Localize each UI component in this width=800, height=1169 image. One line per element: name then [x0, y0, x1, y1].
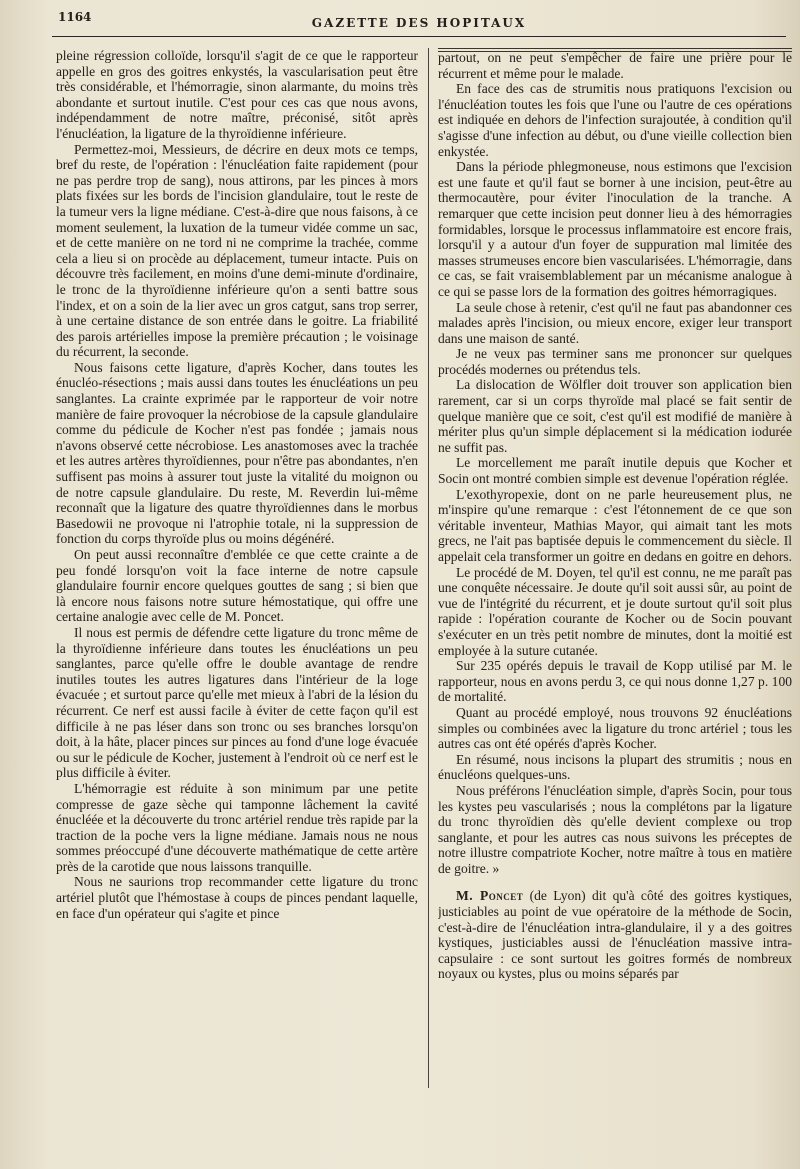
- paragraph: partout, on ne peut s'empêcher de faire une prière pour le récurrent et même pour le malade.: [438, 50, 792, 81]
- paragraph-text: (de Lyon) dit qu'à côté des goitres kystiques, justiciables au point de vue opératoire de la méthode de Socin, c'est-à-dire de l'énucléation intra-glandulaire, il y a des goitres kystiques, justiciables aussi de l'énucléation massive intra-capsulaire : ce sont surtout les goitres formés de nombreux noyaux ou kystes, plus ou moins séparés par: [438, 888, 792, 982]
- header-rule: [52, 36, 786, 37]
- page-header: [52, 6, 786, 36]
- speaker-name: M. Poncet: [456, 888, 524, 904]
- paragraph: Le morcellement me paraît inutile depuis que Kocher et Socin ont montré combien simple est devenue l'opération réglée.: [438, 455, 792, 487]
- paragraph: En face des cas de strumitis nous pratiquons l'excision ou l'énucléation toutes les fois que l'une ou l'autre de ces opérations est indiquée en dehors de l'infection surajoutée, à condition qu'il s'agisse d'une infection au début, ou d'une vieille collection bien enkystée.: [438, 81, 792, 159]
- paragraph: Le procédé de M. Doyen, tel qu'il est connu, ne me paraît pas une conquête nécessaire. Je doute qu'il soit aussi sûr, au point de vue de l'intégrité du récurrent, et je doute surtout qu'il soit plus rapide : l'opération courante de Kocher ou de Socin pouvant s'exécuter en un très petit nombre de minutes, dont la moitié est employée à la suture cutanée.: [438, 564, 792, 658]
- paragraph: En résumé, nous incisons la plupart des strumitis ; nous en énucléons quelques-uns.: [438, 751, 792, 783]
- paragraph: Je ne veux pas terminer sans me prononcer sur quelques procédés modernes ou prétendus tels.: [438, 346, 792, 377]
- paragraph: La dislocation de Wölfler doit trouver son application bien rarement, car si un corps thyroïde mal placé se fait sentir de quelque manière que ce soit, c'est qu'il est modifié de manière à mériter plus qu'un simple déplacement si la médication iodurée ne suffit pas.: [438, 377, 792, 455]
- paragraph: Il nous est permis de défendre cette ligature du tronc même de la thyroïdienne inférieure dans toutes les énucléations un peu sanglantes, parce qu'elle offre le double avantage de rendre inutiles toutes les autres ligatures dans l'intérieur de la loge évacuée ; et surtout parce qu'elle met mieux à l'abri de la lésion du récurrent. Ce nerf est aussi facile à éviter de cette façon qu'il est difficile à ne pas léser dans son tronc ou ses branches lorsqu'on doit, à la hâte, placer pinces sur pinces au fond d'une loge évacuée ou sur le pédicule de Kocher, justement à l'endroit où ce nerf est le plus difficile à éviter.: [56, 624, 418, 781]
- paragraph: pleine régression colloïde, lorsqu'il s'agit de ce que le rapporteur appelle en gros des goitres enkystés, la vascularisation peut être très considérable, et l'hémorragie, sinon alarmante, du moins très abondante et surtout inutile. C'est pour ces cas que nous avons, indépendamment de notre maître, préconisé, sitôt après l'énucléation, la ligature de la thyroïdienne inférieure.: [56, 48, 418, 141]
- paragraph: Dans la période phlegmoneuse, nous estimons que l'excision est une faute et qu'il faut se borner à une incision, peut-être au thermocautère, pour éviter l'inoculation de la tranche. A remarquer que cette incision peut donner lieu à des hémorragies formidables, lorsque le processus inflammatoire est encore frais, lorsqu'il y a autour d'un foyer de suppuration mal limitée des masses strumeuses encore bien vascularisées. L'hémorragie, dans ce cas, se fait vraisemblablement par un mécanisme analogue à ce qui se passe lors de la formation des goitres hémorragiques.: [438, 159, 792, 299]
- paragraph: L'exothyropexie, dont on ne parle heureusement plus, ne m'inspire qu'une remarque : c'est l'étonnement de ce que son véritable inventeur, Mathias Mayor, qui aimait tant les mots grecs, ne l'ait pas baptisée depuis le commencement du siècle. Il appelait cela transformer un goitre en dedans en goitre en dehors.: [438, 486, 792, 564]
- paragraph: Permettez-moi, Messieurs, de décrire en deux mots ce temps, bref du reste, de l'opération : l'énucléation faite rapidement (pour ne pas perdre trop de sang), nous attirons, par les pinces à mors plats fixées sur les bords de l'incision glandulaire, tout le reste de la tumeur vers la ligne médiane. C'est-à-dire que nous faisons, à ce moment seulement, la luxation de la tumeur vidée comme un sac, et de cette manière on ne tord ni ne comprime la trachée, comme cela a lieu si on procède au déplacement, tumeur intacte. Puis on découvre très facilement, en moins d'une demi-minute d'ordinaire, le tronc de la thyroïdienne inférieure qu'on a senti battre sous l'index, et on a soin de la lier avec un gros catgut, sans trop serrer, à une certaine distance de son entrée dans le goitre. La friabilité des parois artérielles impose la première précaution ; le voisinage du récurrent, la seconde.: [56, 141, 418, 360]
- right-column: [438, 48, 792, 1148]
- paragraph: On peut aussi reconnaître d'emblée ce que cette crainte a de peu fondé lorsqu'on voit la face interne de notre capsule glandulaire fournir encore quelques gouttes de sang ; si bien que là encore nous faisons notre suture hémostatique, qui offre une certaine analogie avec celle de M. Poncet.: [56, 547, 418, 625]
- paragraph: L'hémorragie est réduite à son minimum par une petite compresse de gaze sèche qui tamponne lâchement la cavité énucléée et la découverte du tronc artériel rendue très rapide par la traction de la poche vers la ligne médiane. Jamais nous ne nous sommes préoccupé d'une découverte mathématique de cette artère près de la carotide que nous laissons tranquille.: [56, 780, 418, 874]
- paragraph: Sur 235 opérés depuis le travail de Kopp utilisé par M. le rapporteur, nous en avons perdu 3, ce qui nous donne 1,27 p. 100 de mortalité.: [438, 658, 792, 705]
- page-number: 1164: [58, 10, 92, 24]
- paragraph: Nous ne saurions trop recommander cette ligature du tronc artériel plutôt que l'hémostase à coups de pinces pendant laquelle, en face d'un opérateur qui s'agite et pince: [56, 874, 418, 921]
- journal-title: GAZETTE DES HOPITAUX: [311, 16, 527, 30]
- paragraph: Nous préférons l'énucléation simple, d'après Socin, pour tous les kystes peu vascularisés ; nous la complétons par la ligature du tronc thyroïdien dès qu'elle devient complexe ou trop sanglante, et pour les autres cas nous suivons les préceptes de notre illustre compatriote Kocher, notre maître à tous en matière de goitre. »: [438, 782, 792, 876]
- left-column: [56, 48, 418, 1148]
- paragraph: Quant au procédé employé, nous trouvons 92 énucléations simples ou combinées avec la ligature du tronc artériel ; tous les autres cas ont été opérés d'après Kocher.: [438, 704, 792, 752]
- paragraph: La seule chose à retenir, c'est qu'il ne faut pas abandonner ces malades après l'incision, ou mieux encore, exiger leur transport dans une maison de santé.: [438, 299, 792, 346]
- paragraph: Nous faisons cette ligature, d'après Kocher, dans toutes les énucléo-résections ; mais aussi dans toutes les énucléations un peu sanglantes. La crainte exprimée par le rapporteur de voir notre manière de faire provoquer la nécrobiose de la capsule glandulaire comme du pédicule de Kocher n'est pas fondée ; jamais nous n'avons observé cette nécrobiose. Les anastomoses avec la trachée et les autres artères thyroïdiennes, pour n'être pas abondantes, n'en suffisent pas moins à assurer tout juste la vitalité du moignon ou de notre capsule glandulaire. Du reste, M. Reverdin lui-même reconnaît que la ligature des quatre thyroïdiennes dans le morbus Basedowii ne provoque ni l'atrophie totale, ni la suppression de fonction du corps thyroïde plus ou moins dégénéré.: [56, 359, 418, 547]
- column-divider: [428, 48, 429, 1088]
- paragraph: [438, 888, 792, 982]
